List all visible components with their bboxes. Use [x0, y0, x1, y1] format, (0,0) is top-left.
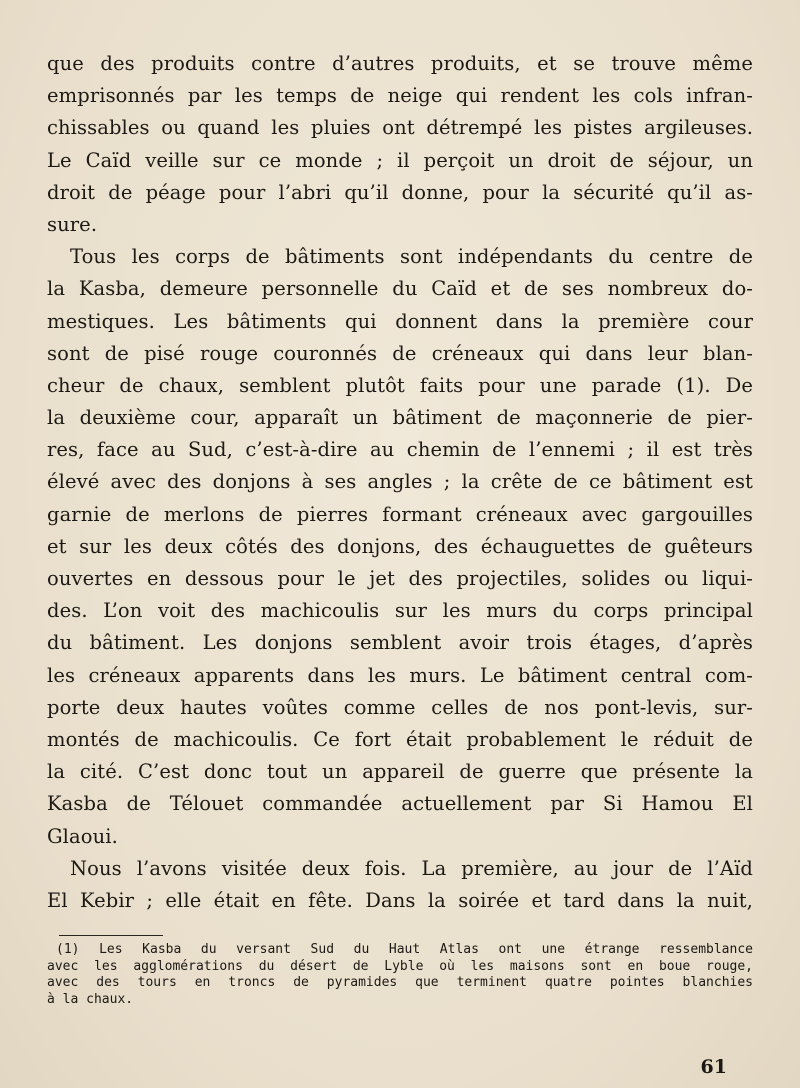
text-line: emprisonnés par les temps de neige qui rendent les cols infran-: [47, 84, 753, 108]
text-line: la deuxième cour, apparaît un bâtiment de maçonnerie de pier-: [47, 406, 753, 430]
page-number: 61: [700, 1056, 727, 1078]
text-line: du bâtiment. Les donjons semblent avoir trois étages, d’après: [47, 631, 753, 655]
footnote-divider: [59, 935, 163, 936]
text-line: les créneaux apparents dans les murs. Le bâtiment central com-: [47, 663, 753, 687]
text-line: El Kebir ; elle était en fête. Dans la soirée et tard dans la nuit,: [47, 888, 753, 912]
text-line: garnie de merlons de pierres formant créneaux avec gargouilles: [47, 502, 753, 526]
footnote-line: (1) Les Kasba du versant Sud du Haut Atlas ont une étrange ressemblance: [56, 942, 753, 957]
footnote-line: à la chaux.: [47, 991, 134, 1007]
text-line: la Kasba, demeure personnelle du Caïd et de ses nombreux do-: [47, 277, 753, 301]
text-line: la cité. C’est donc tout un appareil de guerre que présente la: [47, 760, 753, 784]
text-line: que des produits contre d’autres produits, et se trouve même: [47, 52, 753, 75]
text-line: mestiques. Les bâtiments qui donnent dans la première cour: [47, 309, 753, 333]
text-line: porte deux hautes voûtes comme celles de nos pont-levis, sur-: [47, 695, 753, 719]
footnote-line: avec des tours en troncs de pyramides que terminent quatre pointes blanchies: [47, 975, 753, 990]
paragraph-start-line: Nous l’avons visitée deux fois. La première, au jour de l’Aïd: [70, 856, 753, 880]
text-line: ouvertes en dessous pour le jet des projectiles, solides ou liqui-: [47, 567, 753, 590]
footnote-line: avec les agglomérations du désert de Lyble où les maisons sont en boue rouge,: [47, 958, 753, 974]
text-line: et sur les deux côtés des donjons, des échauguettes de guêteurs: [47, 534, 753, 558]
text-line: Kasba de Télouet commandée actuellement par Si Hamou El: [47, 792, 753, 816]
text-line: Le Caïd veille sur ce monde ; il perçoit un droit de séjour, un: [47, 148, 753, 172]
text-line: élevé avec des donjons à ses angles ; la crête de ce bâtiment est: [47, 470, 753, 494]
footnote: [47, 942, 753, 1008]
text-line: chissables ou quand les pluies ont détrempé les pistes argileuses.: [47, 116, 753, 140]
paragraph-start-line: Tous les corps de bâtiments sont indépendants du centre de: [70, 245, 753, 269]
text-line: montés de machicoulis. Ce fort était probablement le réduit de: [47, 727, 753, 751]
text-line: droit de péage pour l’abri qu’il donne, pour la sécurité qu’il as-: [47, 180, 753, 204]
text-line: sont de pisé rouge couronnés de créneaux qui dans leur blan-: [47, 341, 753, 365]
text-line: des. L’on voit des machicoulis sur les murs du corps principal: [47, 599, 753, 623]
text-line: res, face au Sud, c’est-à-dire au chemin de l’ennemi ; il est très: [47, 438, 753, 462]
text-line: cheur de chaux, semblent plutôt faits pour une parade (1). De: [47, 373, 753, 397]
text-line: sure.: [47, 212, 98, 236]
text-line: Glaoui.: [47, 824, 118, 848]
body-text: [47, 48, 753, 917]
